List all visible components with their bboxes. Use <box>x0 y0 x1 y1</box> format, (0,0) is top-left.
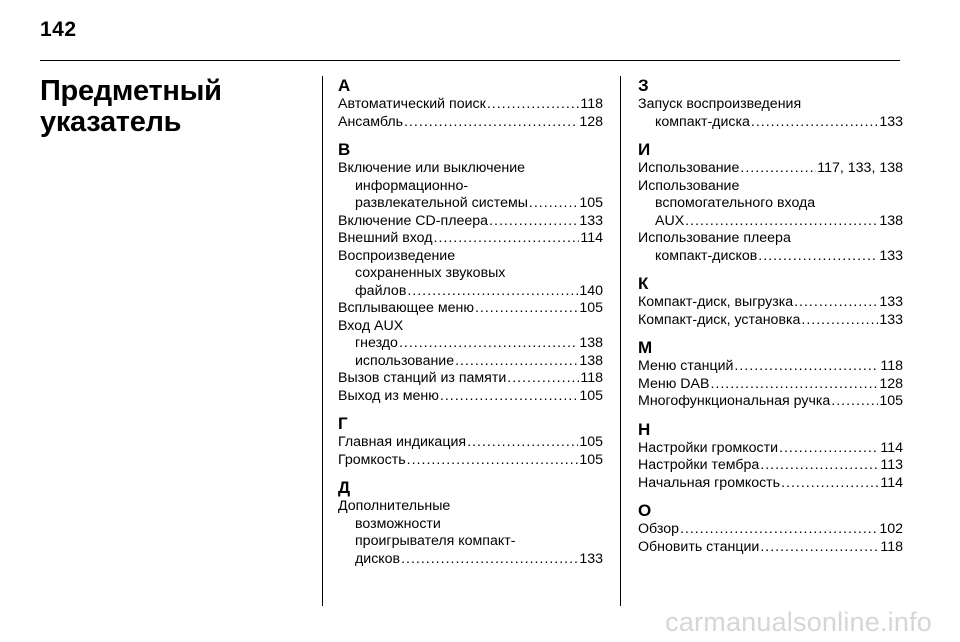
entry-page-ref: 102 <box>879 521 903 537</box>
index-entry <box>638 294 903 312</box>
entry-text: Меню DAB <box>638 375 710 392</box>
entry-page-ref: 140 <box>579 282 603 299</box>
entry-page-ref: 105 <box>579 300 603 316</box>
dot-leader <box>529 195 578 213</box>
section-letter: К <box>638 274 649 293</box>
entry-page-ref: 113 <box>880 457 903 473</box>
entry-text: развлекательной системы <box>355 195 528 211</box>
index-section <box>638 420 903 493</box>
entry-page-ref: 105 <box>579 387 603 404</box>
dot-leader <box>407 283 578 301</box>
dot-leader <box>401 551 578 569</box>
index-entry <box>638 393 903 411</box>
index-column-1 <box>338 76 603 577</box>
entry-text: Всплывающее меню <box>338 300 474 316</box>
index-entry <box>338 388 603 406</box>
section-letter: Г <box>338 414 348 433</box>
index-section <box>638 501 903 556</box>
index-entry <box>638 457 903 475</box>
section-letter: З <box>638 76 649 95</box>
index-entry <box>638 539 903 557</box>
entry-page-ref: 133 <box>879 294 903 310</box>
section-letter: Д <box>338 478 351 497</box>
entry-text: сохраненных звуковых <box>355 265 506 281</box>
dot-leader <box>507 370 579 388</box>
dot-leader <box>685 213 878 231</box>
dot-leader <box>794 294 878 312</box>
dot-leader <box>475 300 578 318</box>
entry-text: дисков <box>355 550 401 567</box>
index-entry <box>638 376 903 394</box>
entry-text: возможности <box>355 515 441 532</box>
index-section <box>338 76 603 131</box>
index-entry <box>638 358 903 376</box>
section-letter: А <box>338 76 351 95</box>
entry-text: Ансамбль <box>338 113 404 130</box>
entry-text: Меню станций <box>638 358 734 374</box>
index-entry <box>338 452 603 470</box>
dot-leader <box>680 521 878 539</box>
page-title <box>40 76 300 138</box>
dot-leader <box>831 393 878 411</box>
dot-leader <box>440 388 578 406</box>
entry-text: компакт-дисков <box>655 247 758 264</box>
index-entry <box>338 114 603 132</box>
entry-text: Вход AUX <box>338 317 404 334</box>
entry-text: вспомогательного входа <box>655 195 816 211</box>
entry-page-ref: 133 <box>579 212 603 229</box>
entry-text: Выход из меню <box>338 387 439 404</box>
entry-page-ref: 138 <box>579 352 603 369</box>
entry-page-ref: 114 <box>880 439 903 456</box>
dot-leader <box>801 312 878 330</box>
entry-text: Запуск воспроизведения <box>638 96 802 112</box>
dot-leader <box>487 96 580 114</box>
entry-page-ref: 114 <box>580 230 603 246</box>
entry-text: Дополнительные <box>338 498 451 514</box>
entry-text: Воспроизведение <box>338 247 456 264</box>
index-entry <box>338 370 603 388</box>
entry-page-ref: 138 <box>579 335 603 351</box>
entry-text: Начальная громкость <box>638 474 781 491</box>
page-number: 142 <box>40 18 77 41</box>
dot-leader <box>779 440 879 458</box>
dot-leader <box>407 452 579 470</box>
index-entry <box>638 312 903 330</box>
entry-page-ref: 105 <box>579 451 603 468</box>
index-section <box>338 140 603 405</box>
entry-page-ref: 118 <box>580 96 603 112</box>
entry-text: Компакт-диск, установка <box>638 311 801 328</box>
index-entry <box>338 248 603 301</box>
entry-page-ref: 105 <box>579 195 603 211</box>
index-entry <box>338 353 603 371</box>
index-entry <box>338 318 603 336</box>
index-section <box>638 140 903 265</box>
index-entry <box>638 96 903 131</box>
entry-text: AUX <box>655 212 685 229</box>
section-letter: О <box>638 501 652 520</box>
index-entry <box>338 335 603 353</box>
entry-text: Обновить станции <box>638 538 760 555</box>
entry-text: Многофункциональная ручка <box>638 393 831 409</box>
entry-page-ref: 133 <box>579 550 603 567</box>
dot-leader <box>399 335 578 353</box>
dot-leader <box>710 376 878 394</box>
dot-leader <box>781 475 879 493</box>
entry-text: проигрывателя компакт- <box>355 533 516 549</box>
entry-text: Главная индикация <box>338 434 467 450</box>
index-entry <box>638 440 903 458</box>
entry-text: файлов <box>355 282 407 299</box>
index-entry <box>638 160 903 178</box>
entry-text: гнездо <box>355 335 398 351</box>
entry-text: Обзор <box>638 521 679 537</box>
dot-leader <box>434 230 580 248</box>
watermark: carmanualsonline.info <box>665 607 932 637</box>
header-rule <box>40 60 900 61</box>
dot-leader <box>758 248 878 266</box>
dot-leader <box>740 160 816 178</box>
index-entry <box>638 475 903 493</box>
dot-leader <box>760 457 879 475</box>
entry-page-ref: 128 <box>879 375 903 392</box>
entry-page-ref: 118 <box>580 370 603 386</box>
entry-page-ref: 133 <box>879 247 903 264</box>
entry-page-ref: 105 <box>579 434 603 450</box>
dot-leader <box>489 213 578 231</box>
index-section <box>638 338 903 411</box>
entry-text: компакт-диска <box>655 113 750 130</box>
dot-leader <box>760 539 879 557</box>
section-letter: М <box>638 338 653 357</box>
entry-page-ref: 114 <box>880 474 903 491</box>
dot-leader <box>751 114 878 132</box>
index-entry <box>338 230 603 248</box>
index-entry <box>338 96 603 114</box>
index-entry <box>338 498 603 568</box>
entry-text: использование <box>355 352 455 369</box>
entry-page-ref: 128 <box>579 113 603 130</box>
entry-text: Включение или выключение <box>338 160 526 176</box>
page-title-line-1: Предметный <box>40 75 222 107</box>
entry-text: Настройки тембра <box>638 457 760 473</box>
index-entry <box>338 300 603 318</box>
entry-text: Внешний вход <box>338 230 433 246</box>
dot-leader <box>467 434 578 452</box>
entry-page-ref: 105 <box>879 393 903 409</box>
index-section <box>338 478 603 568</box>
dot-leader <box>455 353 578 371</box>
entry-text: Использование плеера <box>638 230 791 246</box>
index-entry <box>338 213 603 231</box>
entry-text: Громкость <box>338 451 406 468</box>
entry-text: Настройки громкости <box>638 439 778 456</box>
entry-text: Использование <box>638 160 740 176</box>
index-section <box>638 76 903 131</box>
dot-leader <box>734 358 879 376</box>
entry-text: Компакт-диск, выгрузка <box>638 294 794 310</box>
entry-page-ref: 118 <box>880 538 903 555</box>
entry-page-ref: 118 <box>880 358 903 374</box>
index-entry <box>338 160 603 213</box>
entry-page-ref: 133 <box>879 113 903 130</box>
entry-page-ref: 133 <box>879 311 903 328</box>
section-letter: Н <box>638 419 651 439</box>
section-letter: И <box>638 140 651 159</box>
entry-page-ref: 117, 133, 138 <box>817 160 903 176</box>
index-column-2 <box>638 76 903 565</box>
entry-text: информационно- <box>355 177 469 194</box>
entry-text: Включение CD-плеера <box>338 212 489 229</box>
dot-leader <box>404 114 578 132</box>
column-divider-left <box>322 76 323 606</box>
section-letter: В <box>338 140 351 159</box>
entry-text: Вызов станций из памяти <box>338 370 507 386</box>
index-entry <box>338 434 603 452</box>
index-section <box>338 414 603 469</box>
entry-page-ref: 138 <box>879 212 903 229</box>
page-title-line-2: указатель <box>40 106 182 138</box>
index-entry <box>638 521 903 539</box>
index-entry <box>638 178 903 231</box>
entry-text: Использование <box>638 177 740 194</box>
column-divider-right <box>620 76 621 606</box>
index-section <box>638 274 903 329</box>
index-entry <box>638 230 903 265</box>
entry-text: Автоматический поиск <box>338 96 486 112</box>
